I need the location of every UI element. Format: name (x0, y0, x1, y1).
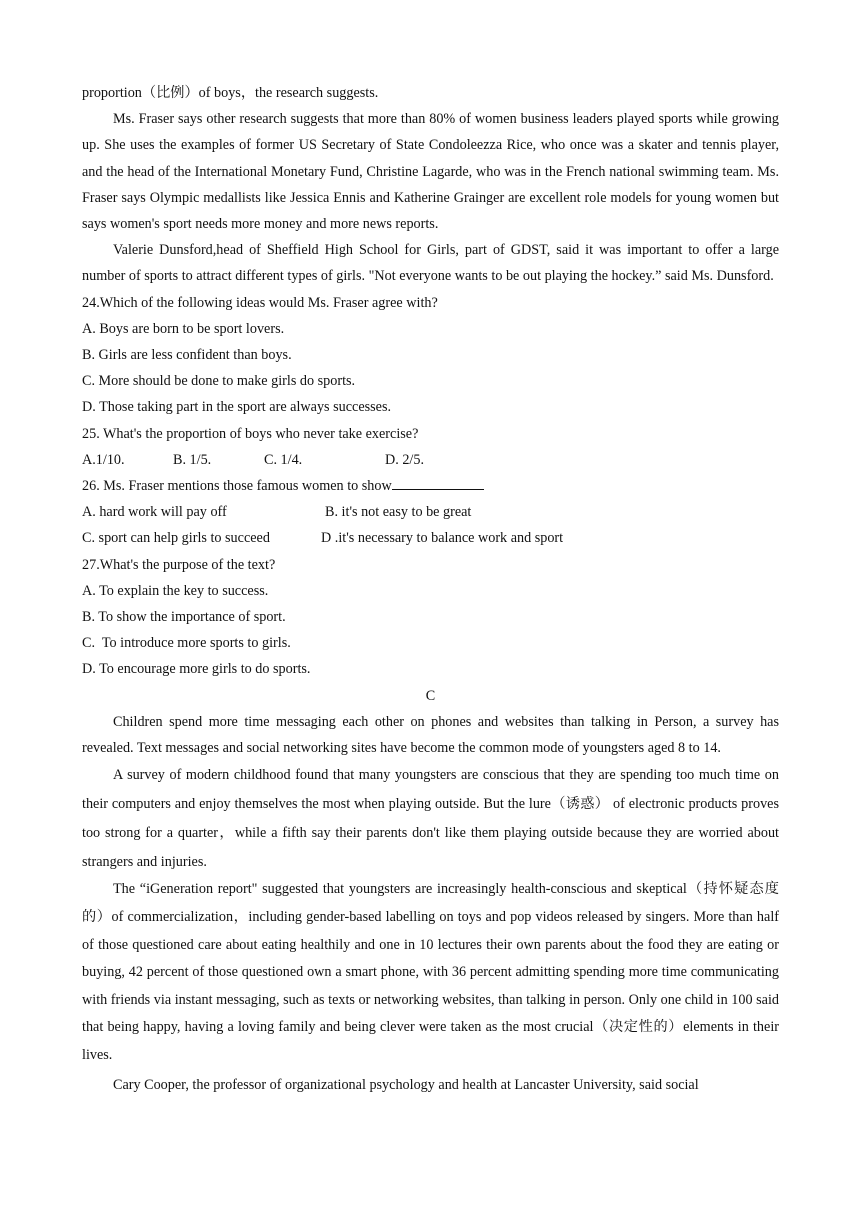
paragraph-childhood-survey: A survey of modern childhood found that many youngsters are conscious that they are spending too much time on their computers and enjoy themselves the most when playing outside. But the lure（诱惑） of electronic products proves too strong for a quarter，while a fifth say their parents don't like them playing outside because they are worried about strangers and injuries. (82, 767, 779, 870)
options-row-1 (82, 499, 779, 525)
paragraph-dunsford: Valerie Dunsford,head of Sheffield High School for Girls, part of GDST, said it was important to offer a large number of sports to attract different types of girls. "Not everyone wants to be out playing the hockey.” said Ms. Dunsford. (82, 242, 779, 285)
option-b: B. 1/5. (173, 451, 212, 468)
option-d: D. To encourage more girls to do sports. (82, 661, 311, 678)
option-a: A. Boys are born to be sport lovers. (82, 320, 285, 337)
question-stem: 26. Ms. Fraser mentions those famous women to show (82, 478, 392, 495)
options-row-2 (82, 525, 779, 551)
document-content (82, 80, 779, 1100)
option-c: C. To introduce more sports to girls. (82, 635, 291, 652)
paragraph-cooper: Cary Cooper, the professor of organizational psychology and health at Lancaster University, said social (113, 1076, 699, 1093)
question-24 (82, 290, 779, 421)
question-25 (82, 421, 779, 473)
question-stem: 25. What's the proportion of boys who never take exercise? (82, 425, 419, 442)
paragraph-continuation: proportion（比例）of boys，the research suggests. (82, 85, 379, 101)
question-26 (82, 473, 779, 552)
option-a: A. To explain the key to success. (82, 582, 269, 599)
option-b: B. Girls are less confident than boys. (82, 347, 292, 364)
answer-blank (392, 475, 484, 490)
paragraph-igeneration: The “iGeneration report" suggested that youngsters are increasingly health-conscious and skeptical（持怀疑态度的）of commercialization，including gender-based labelling on toys and pop videos released by singers. More than half of those questioned care about eating healthily and one in 10 lectures their own parents about the food they are eating or buying, 42 percent of those questioned own a smart phone, with 36 percent admitting spending more time communicating with friends via instant messaging, such as texts or networking websites, than talking in person. Only one child in 100 said that being happy, having a loving family and being clever were taken as the most crucial（决定性的）elements in their lives. (82, 881, 779, 1064)
option-c: C. More should be done to make girls do sports. (82, 373, 356, 390)
option-d: D. 2/5. (385, 451, 425, 468)
question-stem-line (82, 473, 779, 499)
option-c: C. 1/4. (264, 451, 303, 468)
paragraph-messaging: Children spend more time messaging each other on phones and websites than talking in Person, a survey has revealed. Text messages and social networking sites have become the common mode of youngsters aged 8 to 14. (82, 713, 779, 757)
question-27 (82, 552, 779, 683)
option-d: D .it's necessary to balance work and sport (321, 530, 564, 547)
option-d: D. Those taking part in the sport are always successes. (82, 399, 392, 416)
question-stem: 27.What's the purpose of the text? (82, 556, 276, 573)
section-heading-c: C (425, 687, 436, 704)
paragraph-fraser-research: Ms. Fraser says other research suggests that more than 80% of women business leaders played sports while growing up. She uses the examples of former US Secretary of State Condoleezza Rice, who once was a skater and tennis player, and the head of the International Monetary Fund, Christine Lagarde, who was in the French national swimming team. Ms. Fraser says Olympic medallists like Jessica Ennis and Katherine Grainger are excellent role models for young women but says women's sport needs more money and more news reports. (82, 111, 779, 233)
option-b: B. it's not easy to be great (325, 504, 472, 521)
option-a: A.1/10. (82, 451, 125, 468)
option-a: A. hard work will pay off (82, 504, 227, 521)
options-row (82, 447, 779, 473)
option-b: B. To show the importance of sport. (82, 609, 286, 626)
option-c: C. sport can help girls to succeed (82, 530, 270, 547)
question-stem: 24.Which of the following ideas would Ms. Fraser agree with? (82, 294, 438, 311)
